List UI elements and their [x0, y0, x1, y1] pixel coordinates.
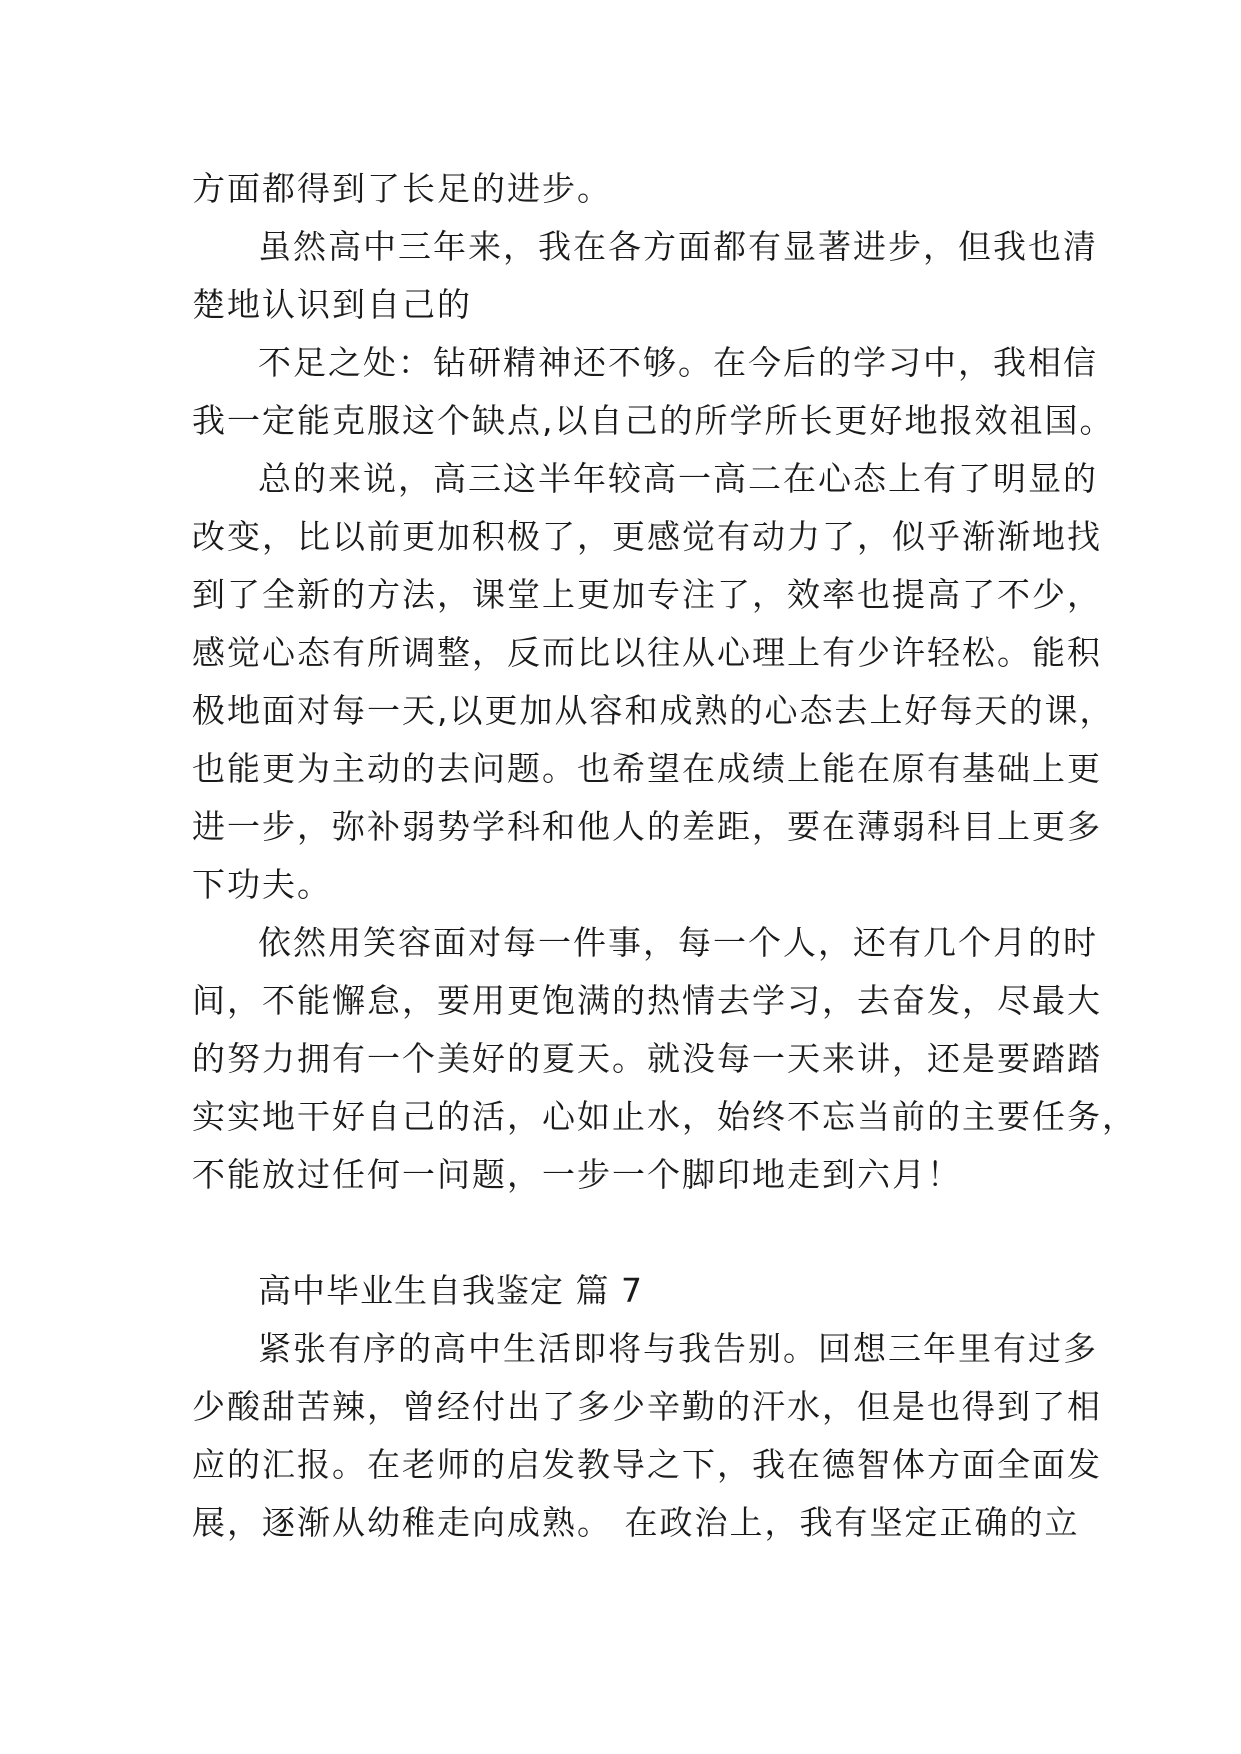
text-line: 总的来说，高三这半年较高一高二在心态上有了明显的	[258, 459, 1098, 498]
text-line: 改变，比以前更加积极了，更感觉有动力了，似乎渐渐地找	[192, 517, 1102, 556]
document-body	[192, 160, 1137, 1552]
text-line: 不能放过任何一问题，一步一个脚印地走到六月！	[192, 1155, 962, 1194]
text-line: 紧张有序的高中生活即将与我告别。回想三年里有过多	[258, 1329, 1098, 1368]
text-line: 展，逐渐从幼稚走向成熟。 在政治上，我有坚定正确的立	[192, 1503, 1080, 1542]
text-line: 实实地干好自己的活，心如止水，始终不忘当前的主要任务，	[192, 1097, 1137, 1136]
text-line: 不足之处：钻研精神还不够。在今后的学习中，我相信	[258, 343, 1098, 382]
text-line: 感觉心态有所调整，反而比以往从心理上有少许轻松。能积	[192, 633, 1102, 672]
text-line: 间，不能懈怠，要用更饱满的热情去学习，去奋发，尽最大	[192, 981, 1102, 1020]
text-line: 方面都得到了长足的进步。	[192, 169, 612, 208]
text-line: 也能更为主动的去问题。也希望在成绩上能在原有基础上更	[192, 749, 1102, 788]
text-line: 极地面对每一天,以更加从容和成熟的心态去上好每天的课，	[192, 691, 1115, 730]
text-line: 到了全新的方法，课堂上更加专注了，效率也提高了不少，	[192, 575, 1102, 614]
text-line: 我一定能克服这个缺点,以自己的所学所长更好地报效祖国。	[192, 401, 1115, 440]
text-line: 应的汇报。在老师的启发教导之下，我在德智体方面全面发	[192, 1445, 1102, 1484]
text-line: 进一步，弥补弱势学科和他人的差距，要在薄弱科目上更多	[192, 807, 1102, 846]
text-line: 虽然高中三年来，我在各方面都有显著进步，但我也清	[258, 227, 1098, 266]
text-line: 下功夫。	[192, 865, 332, 904]
text-line: 少酸甜苦辣，曾经付出了多少辛勤的汗水，但是也得到了相	[192, 1387, 1102, 1426]
section-heading: 高中毕业生自我鉴定 篇 7	[258, 1271, 643, 1310]
text-line: 依然用笑容面对每一件事，每一个人，还有几个月的时	[258, 923, 1098, 962]
text-line: 的努力拥有一个美好的夏天。就没每一天来讲，还是要踏踏	[192, 1039, 1102, 1078]
text-line: 楚地认识到自己的	[192, 285, 472, 324]
